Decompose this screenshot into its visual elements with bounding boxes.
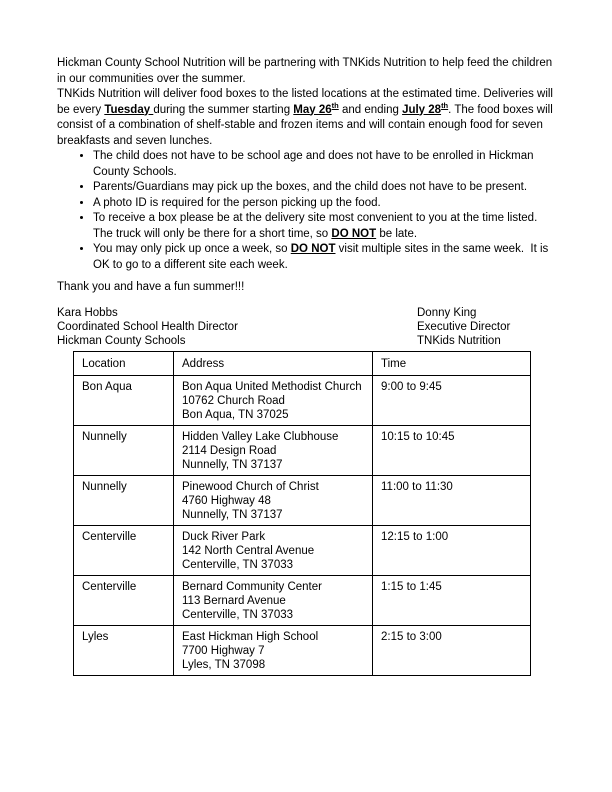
address-line: Centerville, TN 37033 bbox=[182, 608, 294, 621]
table-header bbox=[74, 351, 531, 375]
page-content bbox=[57, 56, 558, 676]
location-cell: Centerville bbox=[74, 575, 174, 625]
signature-right bbox=[417, 306, 558, 348]
time-cell: 2:15 to 3:00 bbox=[373, 625, 531, 675]
bullet-item-guardians bbox=[93, 180, 558, 196]
end-date-ordinal: th bbox=[441, 100, 449, 110]
address-line: Bon Aqua, TN 37025 bbox=[182, 408, 289, 421]
delivery-schedule-table bbox=[73, 351, 531, 676]
intro-paragraph-2 bbox=[57, 87, 558, 149]
address-cell bbox=[174, 375, 373, 425]
address-line: 2114 Design Road bbox=[182, 444, 277, 457]
location-cell: Nunnelly bbox=[74, 475, 174, 525]
bullet-text: Parents/Guardians may pick up the boxes, and the child does not have to be present. bbox=[93, 181, 528, 193]
address-line: 10762 Church Road bbox=[182, 394, 285, 407]
address-cell bbox=[174, 475, 373, 525]
address-line: Duck River Park bbox=[182, 530, 266, 543]
signer-title: Coordinated School Health Director bbox=[57, 320, 238, 333]
address-cell bbox=[174, 625, 373, 675]
table-body bbox=[74, 375, 531, 675]
intro2-segment: and ending bbox=[338, 103, 403, 116]
end-date-emphasis: July 28 bbox=[402, 103, 442, 116]
table-row bbox=[74, 525, 531, 575]
signer-org: TNKids Nutrition bbox=[417, 334, 501, 347]
intro2-segment: . The food boxes will consist of a combination of shelf-stable and frozen items and will contain enough food for seven breakfasts and seven lunches. bbox=[57, 103, 553, 147]
address-line: East Hickman High School bbox=[182, 630, 319, 643]
address-line: Lyles, TN 37098 bbox=[182, 658, 266, 671]
location-cell: Centerville bbox=[74, 525, 174, 575]
signer-org: Hickman County Schools bbox=[57, 334, 186, 347]
bullet-item-once-a-week bbox=[93, 242, 558, 273]
address-cell bbox=[174, 525, 373, 575]
table-row bbox=[74, 625, 531, 675]
address-line: Hidden Valley Lake Clubhouse bbox=[182, 430, 339, 443]
location-cell: Lyles bbox=[74, 625, 174, 675]
table-row bbox=[74, 475, 531, 525]
signer-title: Executive Director bbox=[417, 320, 511, 333]
address-line: 142 North Central Avenue bbox=[182, 544, 315, 557]
signer-name: Donny King bbox=[417, 306, 477, 319]
signature-left bbox=[57, 306, 417, 348]
bullet-item-child-age bbox=[93, 149, 558, 180]
closing-line bbox=[57, 280, 558, 296]
address-line: Nunnelly, TN 37137 bbox=[182, 458, 283, 471]
column-header-location: Location bbox=[74, 351, 174, 375]
address-line: 7700 Highway 7 bbox=[182, 644, 265, 657]
bullet-item-photo-id bbox=[93, 196, 558, 212]
location-cell: Bon Aqua bbox=[74, 375, 174, 425]
bullet-text: visit multiple sites in the same week. It is OK to go to a different site each week. bbox=[93, 243, 552, 271]
address-line: 113 Bernard Avenue bbox=[182, 594, 286, 607]
address-line: Centerville, TN 37033 bbox=[182, 558, 294, 571]
closing-line-text: Thank you and have a fun summer!!! bbox=[57, 281, 245, 293]
signature-block bbox=[57, 306, 558, 348]
column-header-address: Address bbox=[174, 351, 373, 375]
intro2-segment: during the summer starting bbox=[153, 103, 294, 116]
intro-paragraph-1-text: Hickman County School Nutrition will be partnering with TNKids Nutrition to help feed the children in our communities over the summer. bbox=[57, 57, 553, 85]
address-line: 4760 Highway 48 bbox=[182, 494, 271, 507]
time-cell: 10:15 to 10:45 bbox=[373, 425, 531, 475]
table-row bbox=[74, 375, 531, 425]
signer-name: Kara Hobbs bbox=[57, 306, 118, 319]
time-cell: 9:00 to 9:45 bbox=[373, 375, 531, 425]
tuesday-emphasis: Tuesday bbox=[104, 103, 154, 116]
do-not-emphasis: DO NOT bbox=[290, 243, 336, 255]
intro2-segment: TNKids Nutrition will deliver food boxes to the listed locations at the estimated time. Deliveries will be every bbox=[57, 88, 553, 116]
address-line: Bon Aqua United Methodist Church bbox=[182, 380, 362, 393]
address-line: Nunnelly, TN 37137 bbox=[182, 508, 283, 521]
start-date-ordinal: th bbox=[331, 100, 339, 110]
address-line: Pinewood Church of Christ bbox=[182, 480, 319, 493]
bullet-text: The child does not have to be school age and does not have to be enrolled in Hickman County Schools. bbox=[93, 150, 534, 178]
bullet-item-be-on-time bbox=[93, 211, 558, 242]
rules-bullet-list bbox=[57, 149, 558, 273]
do-not-emphasis: DO NOT bbox=[331, 227, 377, 240]
time-cell: 1:15 to 1:45 bbox=[373, 575, 531, 625]
bullet-text: To receive a box please be at the delivery site most convenient to you at the time listed. The truck will only be there for a short time, so bbox=[93, 212, 538, 240]
bullet-text: be late. bbox=[376, 227, 418, 240]
table-row bbox=[74, 425, 531, 475]
bullet-text: A photo ID is required for the person picking up the food. bbox=[93, 196, 381, 209]
address-cell bbox=[174, 425, 373, 475]
time-cell: 11:00 to 11:30 bbox=[373, 475, 531, 525]
address-line: Bernard Community Center bbox=[182, 580, 322, 593]
table-header-row bbox=[74, 351, 531, 375]
intro-paragraph-1 bbox=[57, 56, 558, 87]
location-cell: Nunnelly bbox=[74, 425, 174, 475]
column-header-time: Time bbox=[373, 351, 531, 375]
time-cell: 12:15 to 1:00 bbox=[373, 525, 531, 575]
bullet-text: You may only pick up once a week, so bbox=[93, 243, 291, 255]
start-date-emphasis: May 26 bbox=[293, 103, 332, 116]
table-row bbox=[74, 575, 531, 625]
address-cell bbox=[174, 575, 373, 625]
